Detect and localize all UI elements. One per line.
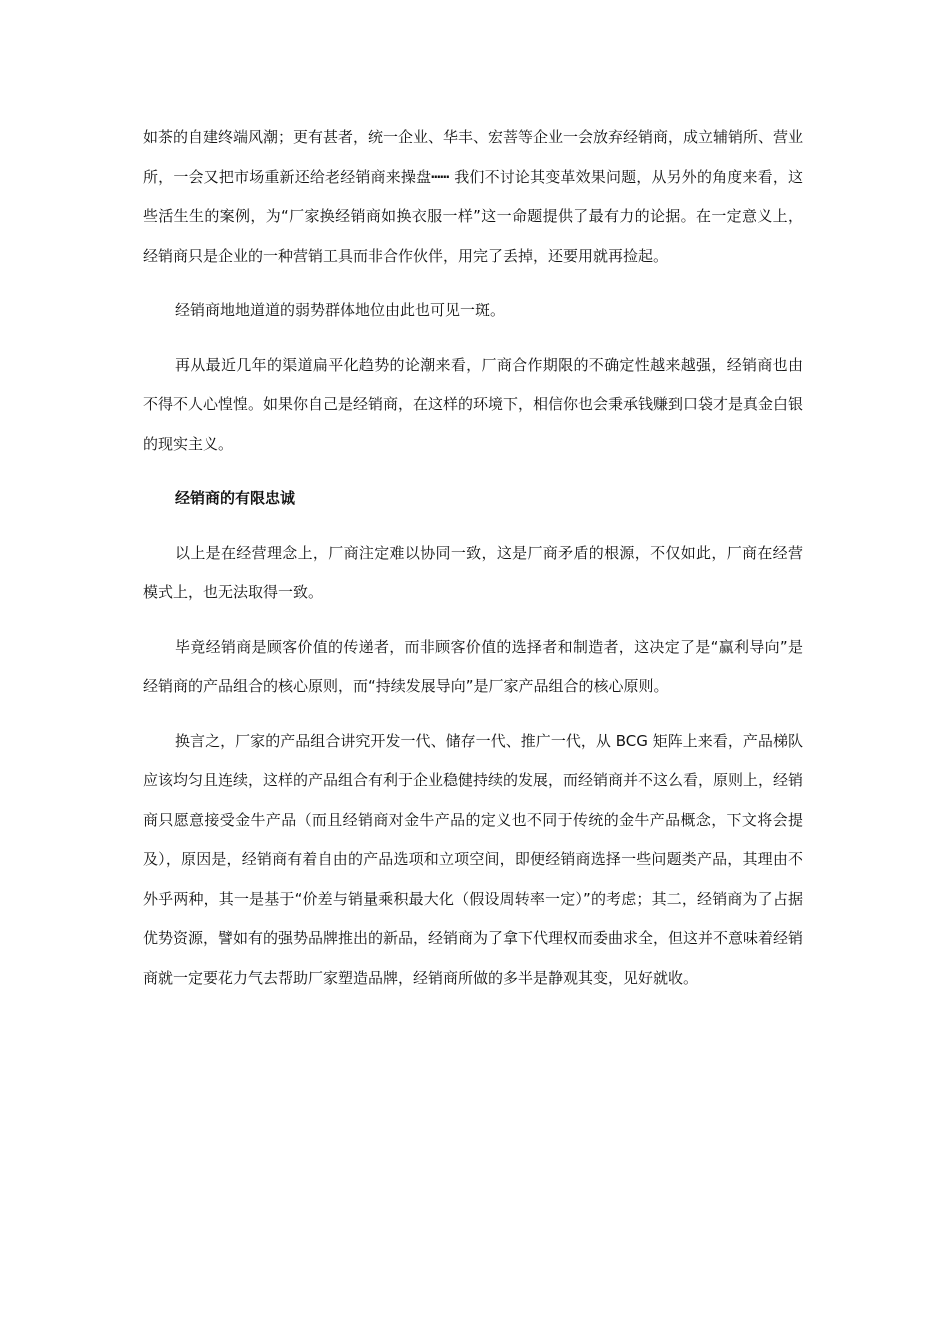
paragraph-4: 以上是在经营理念上，厂商注定难以协同一致，这是厂商矛盾的根源，不仅如此，厂商在经营模式上，也无法取得一致。 [143,543,803,601]
document-page [143,118,803,1013]
paragraph-2: 经销商地地道道的弱势群体地位由此也可见一斑。 [175,301,506,319]
paragraph-6: 换言之，厂家的产品组合讲究开发一代、储存一代、推广一代，从 BCG 矩阵上来看，产品梯队应该均匀且连续，这样的产品组合有利于企业稳健持续的发展，而经销商并不这么看，原则上，经销商只愿意接受金牛产品（而且经销商对金牛产品的定义也不同于传统的金牛产品概念，下文将会提及），原因是，经销商有着自由的产品选项和立项空间，即便经销商选择一些问题类产品，其理由不外乎两种，其一是基于“价差与销量乘积最大化（假设周转率一定）”的考虑；其二，经销商为了占据优势资源，譬如有的强势品牌推出的新品，经销商为了拿下代理权而委曲求全，但这并不意味着经销商就一定要花力气去帮助厂家塑造品牌，经销商所做的多半是静观其变，见好就收。 [143,731,804,987]
paragraph-5: 毕竟经销商是顾客价值的传递者，而非顾客价值的选择者和制造者，这决定了是“赢利导向”是经销商的产品组合的核心原则，而“持续发展导向”是厂家产品组合的核心原则。 [143,637,803,695]
paragraph-3: 再从最近几年的渠道扁平化趋势的论潮来看，厂商合作期限的不确定性越来越强，经销商也由不得不人心惶惶。如果你自己是经销商，在这样的环境下，相信你也会秉承钱赚到口袋才是真金白银的现实主义。 [143,355,804,453]
section-heading: 经销商的有限忠诚 [175,489,296,507]
paragraph-1: 如茶的自建终端风潮；更有甚者，统一企业、华丰、宏菩等企业一会放弃经销商，成立辅销所、营业所，一会又把市场重新还给老经销商来操盘┅┅ 我们不讨论其变革效果问题，从另外的角度来看，这些活生生的案例，为“厂家换经销商如换衣服一样”这一命题提供了最有力的论据。在一定意义上，经销商只是企业的一种营销工具而非合作伙伴，用完了丢掉，还要用就再捡起。 [143,128,804,265]
